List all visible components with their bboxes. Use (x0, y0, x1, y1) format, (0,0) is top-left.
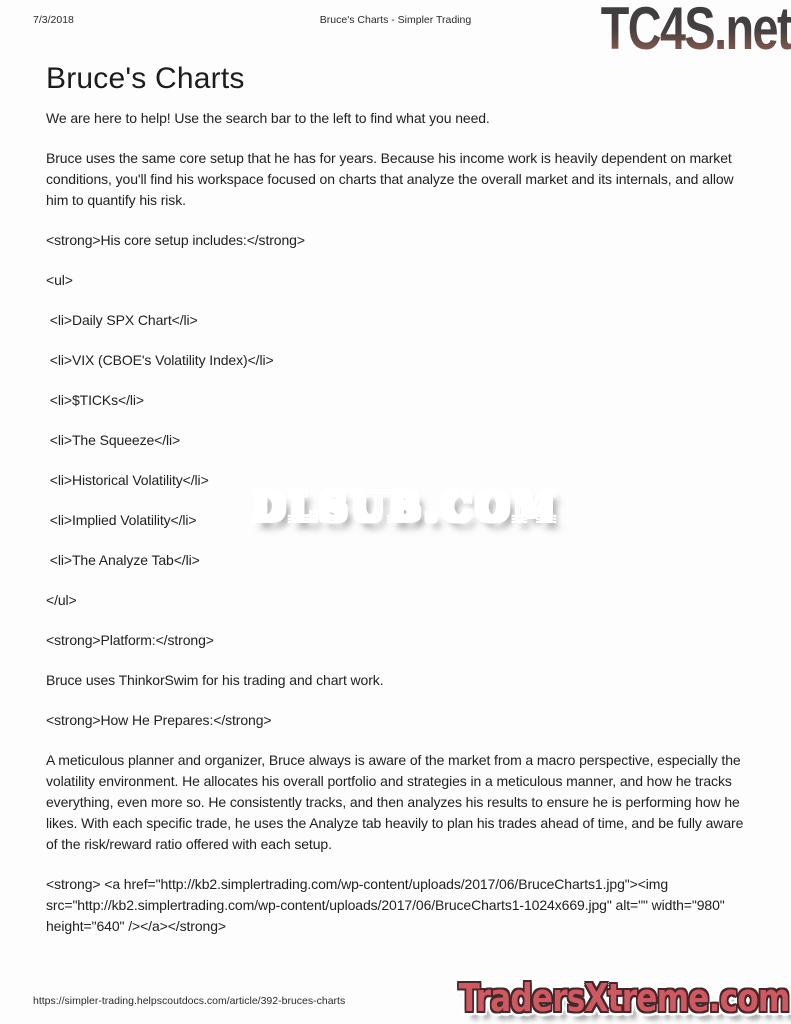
article-paragraph: </ul> (46, 592, 77, 608)
article-paragraph: <li>Historical Volatility</li> (46, 472, 209, 488)
article-paragraph: <li>The Squeeze</li> (46, 432, 181, 448)
tc4s-logo: TC4S.net (601, 0, 791, 63)
article-paragraph: <ul> (46, 272, 73, 288)
page-title: Bruce's Charts (46, 62, 245, 95)
tradersxtreme-logo: TradersXtreme.com (458, 976, 789, 1020)
article-paragraph: <li>VIX (CBOE's Volatility Index)</li> (46, 352, 274, 368)
article-paragraph: <li>The Analyze Tab</li> (46, 552, 200, 568)
article-paragraph: <li>Daily SPX Chart</li> (46, 312, 198, 328)
article-paragraph: <li>Implied Volatility</li> (46, 512, 197, 528)
print-footer-url: https://simpler-trading.helpscoutdocs.com/article/392-bruces-charts (33, 995, 346, 1007)
article-paragraph: <strong>Platform:</strong> (46, 632, 214, 648)
dlsub-watermark: DLSUB.COM (252, 484, 560, 529)
print-doc-title: Bruce's Charts - Simpler Trading (319, 14, 472, 26)
article-paragraph: We are here to help! Use the search bar to the left to find what you need. (46, 110, 490, 126)
article-paragraph: <strong>His core setup includes:</strong> (46, 232, 305, 248)
article-paragraph: <li>$TICKs</li> (46, 392, 145, 408)
print-date: 7/3/2018 (33, 14, 74, 26)
article-paragraph: <strong> <a href="http://kb2.simplertrading.com/wp-content/uploads/2017/06/BruceCharts1.jpg"><img src="http://kb2.simplertrading.com/wp-content/uploads/2017/06/BruceCharts1-1024x669.jpg" alt="" width="980" height="640" /></a></strong> (46, 876, 729, 934)
article-paragraph: Bruce uses ThinkorSwim for his trading and chart work. (46, 672, 384, 688)
article-paragraph: A meticulous planner and organizer, Bruce always is aware of the market from a macro perspective, especially the volatility environment. He allocates his overall portfolio and strategies in a meticulous manner, and how he tracks everything, even more so. He consistently tracks, and then analyzes his results to ensure he is performing how he likes. With each specific trade, he uses the Analyze tab heavily to plan his trades ahead of time, and be fully aware of the risk/reward ratio offered with each setup. (46, 752, 748, 852)
article-paragraph: Bruce uses the same core setup that he has for years. Because his income work is heavily dependent on market conditions, you'll find his workspace focused on charts that analyze the overall market and its internals, and allow him to quantify his risk. (46, 150, 738, 208)
article-paragraph: <strong>How He Prepares:</strong> (46, 712, 272, 728)
